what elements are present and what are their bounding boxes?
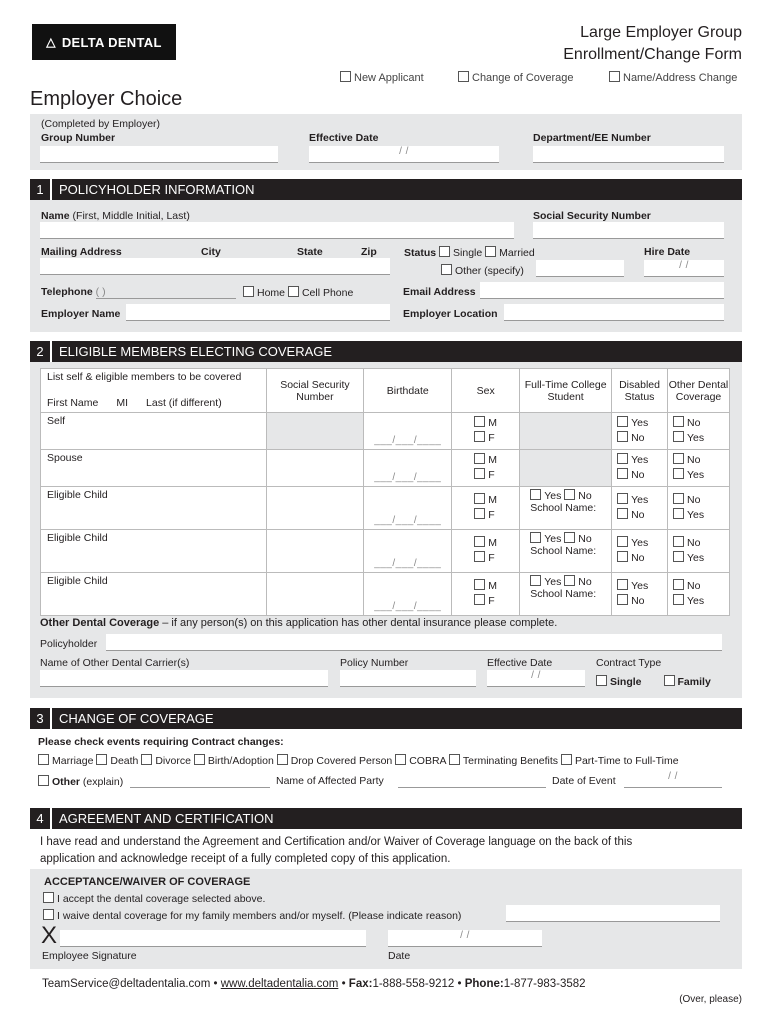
completed-by-note: (Completed by Employer) — [41, 118, 161, 130]
disabled-yes-checkbox[interactable] — [617, 536, 628, 547]
disabled-yes-checkbox[interactable] — [617, 416, 628, 427]
group-number-label: Group Number — [41, 132, 116, 144]
contract-family-checkbox[interactable] — [664, 675, 675, 686]
section-2-header: 2 ELIGIBLE MEMBERS ELECTING COVERAGE — [30, 341, 742, 362]
other-status-checkbox[interactable] — [441, 264, 452, 275]
employer-location-field[interactable] — [504, 304, 724, 321]
other-coverage-no-checkbox[interactable] — [673, 579, 684, 590]
signature-field[interactable] — [60, 930, 366, 947]
checkbox-icon[interactable] — [609, 71, 620, 82]
student-yes-checkbox[interactable] — [530, 575, 541, 586]
state-label: State — [297, 246, 323, 258]
cobra-checkbox[interactable] — [395, 754, 406, 765]
member-row-child-1: Eligible Child ___/___/____ M F Yes No School Name: Yes No No Yes — [41, 487, 730, 530]
change-prompt: Please check events requiring Contract changes: — [38, 736, 284, 748]
married-checkbox[interactable] — [485, 246, 496, 257]
other-event[interactable]: Other (explain) — [38, 775, 123, 788]
over-please-note: (Over, please) — [679, 994, 742, 1005]
signature-date-field[interactable]: / / — [388, 930, 542, 947]
delta-dental-logo: △ DELTA DENTAL — [32, 24, 176, 60]
female-checkbox[interactable] — [474, 594, 485, 605]
other-eff-date-field[interactable]: / / — [487, 670, 585, 687]
male-checkbox[interactable] — [474, 416, 485, 427]
delta-triangle-icon: △ — [46, 35, 56, 49]
ssn-field[interactable] — [533, 222, 724, 239]
other-explain-field[interactable] — [130, 771, 270, 788]
date-of-event-field[interactable]: / / — [624, 771, 722, 788]
footer-fax: 1-888-558-9212 — [372, 978, 455, 990]
single-checkbox[interactable] — [439, 246, 450, 257]
telephone-label: Telephone ( ) — [41, 286, 106, 298]
female-checkbox[interactable] — [474, 551, 485, 562]
dept-ee-field[interactable] — [533, 146, 724, 163]
male-checkbox[interactable] — [474, 579, 485, 590]
contract-type-label: Contract Type — [596, 657, 662, 669]
employer-choice-heading: Employer Choice — [30, 88, 183, 110]
footer-contact: TeamService@deltadentalia.com • www.deltadentalia.com • Fax:1-888-558-9212 • Phone:1-877-983-3582 — [42, 978, 586, 990]
policyholder-field[interactable] — [106, 634, 722, 651]
footer-website-link[interactable]: www.deltadentalia.com — [220, 978, 339, 990]
email-label: Email Address — [403, 286, 476, 298]
waiver-title: ACCEPTANCE/WAIVER OF COVERAGE — [44, 876, 251, 888]
name-address-change-checkbox[interactable]: Name/Address Change — [609, 71, 737, 84]
student-yes-checkbox[interactable] — [530, 532, 541, 543]
student-no-checkbox[interactable] — [564, 489, 575, 500]
member-row-child-2: Eligible Child ___/___/____ M F Yes No School Name: Yes No No Yes — [41, 530, 730, 573]
col-sex-header: Sex — [452, 369, 520, 413]
form-title: Large Employer Group Enrollment/Change Form — [563, 24, 742, 63]
footer-phone: 1-877-983-3582 — [503, 978, 586, 990]
contract-single-checkbox[interactable] — [596, 675, 607, 686]
school-name-label: School Name: — [530, 588, 597, 600]
carrier-field[interactable] — [40, 670, 328, 687]
date-of-event-label: Date of Event — [552, 775, 616, 787]
terminating-benefits-checkbox[interactable] — [449, 754, 460, 765]
disabled-yes-checkbox[interactable] — [617, 579, 628, 590]
col-birthdate-header: Birthdate — [364, 369, 452, 413]
change-of-coverage-checkbox[interactable]: Change of Coverage — [458, 71, 574, 84]
employer-location-label: Employer Location — [403, 308, 498, 320]
email-field[interactable] — [480, 282, 724, 299]
employer-name-label: Employer Name — [41, 308, 121, 320]
member-row-child-3: Eligible Child ___/___/____ M F Yes No School Name: Yes No No Yes — [41, 573, 730, 616]
col-ssn-header: Social Security Number — [266, 369, 364, 413]
contract-type-options: Single Family — [596, 675, 711, 688]
status-group: Status Single Married — [404, 247, 535, 259]
group-number-field[interactable] — [40, 146, 278, 163]
male-checkbox[interactable] — [474, 453, 485, 464]
student-no-checkbox[interactable] — [564, 532, 575, 543]
school-name-label: School Name: — [530, 545, 597, 557]
hire-date-field[interactable]: / / — [644, 260, 724, 277]
male-checkbox[interactable] — [474, 493, 485, 504]
hire-date-label: Hire Date — [644, 246, 691, 258]
footer-email[interactable]: TeamService@deltadentalia.com — [42, 978, 211, 990]
disabled-no-checkbox[interactable] — [617, 594, 628, 605]
other-coverage-yes-checkbox[interactable] — [673, 594, 684, 605]
disabled-no-checkbox[interactable] — [617, 551, 628, 562]
male-checkbox[interactable] — [474, 536, 485, 547]
divorce-checkbox[interactable] — [141, 754, 152, 765]
cell-checkbox[interactable] — [288, 286, 299, 297]
name-field[interactable] — [40, 222, 514, 239]
home-phone-option[interactable]: Home Cell Phone — [243, 286, 353, 299]
affected-party-field[interactable] — [398, 771, 546, 788]
member-row-self: Self ___/___/____ M F Yes No No Yes — [41, 413, 730, 450]
waive-reason-field[interactable] — [506, 905, 720, 922]
other-status: Other (specify) — [441, 264, 524, 277]
zip-label: Zip — [361, 246, 377, 258]
waive-checkbox[interactable] — [43, 909, 54, 920]
effective-date-field[interactable]: / / — [309, 146, 499, 163]
change-events: Marriage Death Divorce Birth/Adoption Drop Covered Person COBRA Terminating Benefits Part-Time to Full-Time — [38, 754, 679, 767]
other-coverage-no-checkbox[interactable] — [673, 416, 684, 427]
members-table-header: List self & eligible members to be covered First Name MI Last (if different) Social Security Number Birthdate Sex Full-Time College Student Disabled Status Other Dental Coverage — [41, 369, 730, 413]
school-name-label: School Name: — [530, 502, 597, 514]
effective-date-label: Effective Date — [309, 132, 379, 144]
policyholder-label: Policyholder — [40, 638, 98, 650]
col-student-header: Full-Time College Student — [520, 369, 612, 413]
dept-ee-label: Department/EE Number — [533, 132, 651, 144]
accept-option[interactable]: I accept the dental coverage selected above. — [43, 892, 265, 905]
section-1-header: 1 POLICYHOLDER INFORMATION — [30, 179, 742, 200]
disabled-no-checkbox[interactable] — [617, 431, 628, 442]
other-eff-date-label: Effective Date — [487, 657, 553, 669]
checkbox-icon[interactable] — [458, 71, 469, 82]
mailing-address-label: Mailing Address — [41, 246, 122, 258]
signature-date-label: Date — [388, 950, 411, 962]
ssn-label: Social Security Number — [533, 210, 651, 222]
members-table — [40, 368, 730, 616]
student-yes-checkbox[interactable] — [530, 489, 541, 500]
signature-x: X — [41, 922, 58, 949]
employee-signature-label: Employee Signature — [42, 950, 137, 962]
policy-number-field[interactable] — [340, 670, 476, 687]
accept-checkbox[interactable] — [43, 892, 54, 903]
home-checkbox[interactable] — [243, 286, 254, 297]
name-label: Name (First, Middle Initial, Last) — [41, 210, 190, 222]
female-checkbox[interactable] — [474, 508, 485, 519]
disabled-no-checkbox[interactable] — [617, 468, 628, 479]
carrier-label: Name of Other Dental Carrier(s) — [40, 657, 190, 669]
student-no-checkbox[interactable] — [564, 575, 575, 586]
other-coverage-note: Other Dental Coverage – if any person(s) on this application has other dental insurance please complete. — [40, 617, 558, 629]
other-coverage-yes-checkbox[interactable] — [673, 468, 684, 479]
col-disabled-header: Disabled Status — [612, 369, 668, 413]
female-checkbox[interactable] — [474, 431, 485, 442]
part-to-full-time-checkbox[interactable] — [561, 754, 572, 765]
other-coverage-no-checkbox[interactable] — [673, 493, 684, 504]
death-checkbox[interactable] — [96, 754, 107, 765]
disabled-yes-checkbox[interactable] — [617, 453, 628, 464]
other-coverage-yes-checkbox[interactable] — [673, 431, 684, 442]
other-status-field[interactable] — [536, 260, 624, 277]
city-label: City — [201, 246, 221, 258]
mailing-address-field[interactable] — [40, 258, 390, 275]
policy-number-label: Policy Number — [340, 657, 409, 669]
other-event-checkbox[interactable] — [38, 775, 49, 786]
disabled-no-checkbox[interactable] — [617, 508, 628, 519]
affected-party-label: Name of Affected Party — [276, 775, 384, 787]
waive-option[interactable]: I waive dental coverage for my family members and/or myself. (Please indicate reason) — [43, 909, 461, 922]
section-4-header: 4 AGREEMENT AND CERTIFICATION — [30, 808, 742, 829]
telephone-field[interactable] — [96, 282, 236, 299]
marriage-checkbox[interactable] — [38, 754, 49, 765]
other-coverage-no-checkbox[interactable] — [673, 453, 684, 464]
section-3-header: 3 CHANGE OF COVERAGE — [30, 708, 742, 729]
other-coverage-no-checkbox[interactable] — [673, 536, 684, 547]
other-coverage-yes-checkbox[interactable] — [673, 508, 684, 519]
female-checkbox[interactable] — [474, 468, 485, 479]
col-list-header: List self & eligible members to be covered — [47, 371, 242, 383]
member-row-spouse: Spouse ___/___/____ M F Yes No No Yes — [41, 450, 730, 487]
new-applicant-checkbox[interactable]: New Applicant — [340, 71, 424, 84]
checkbox-icon[interactable] — [340, 71, 351, 82]
birth-adoption-checkbox[interactable] — [194, 754, 205, 765]
agreement-text: I have read and understand the Agreement and Certification and/or Waiver of Coverage language on the back of this application and acknowledge receipt of a fully completed copy of this application. — [40, 836, 633, 865]
drop-covered-person-checkbox[interactable] — [277, 754, 288, 765]
col-other-coverage-header: Other Dental Coverage — [668, 369, 730, 413]
disabled-yes-checkbox[interactable] — [617, 493, 628, 504]
other-coverage-yes-checkbox[interactable] — [673, 551, 684, 562]
employer-name-field[interactable] — [126, 304, 390, 321]
